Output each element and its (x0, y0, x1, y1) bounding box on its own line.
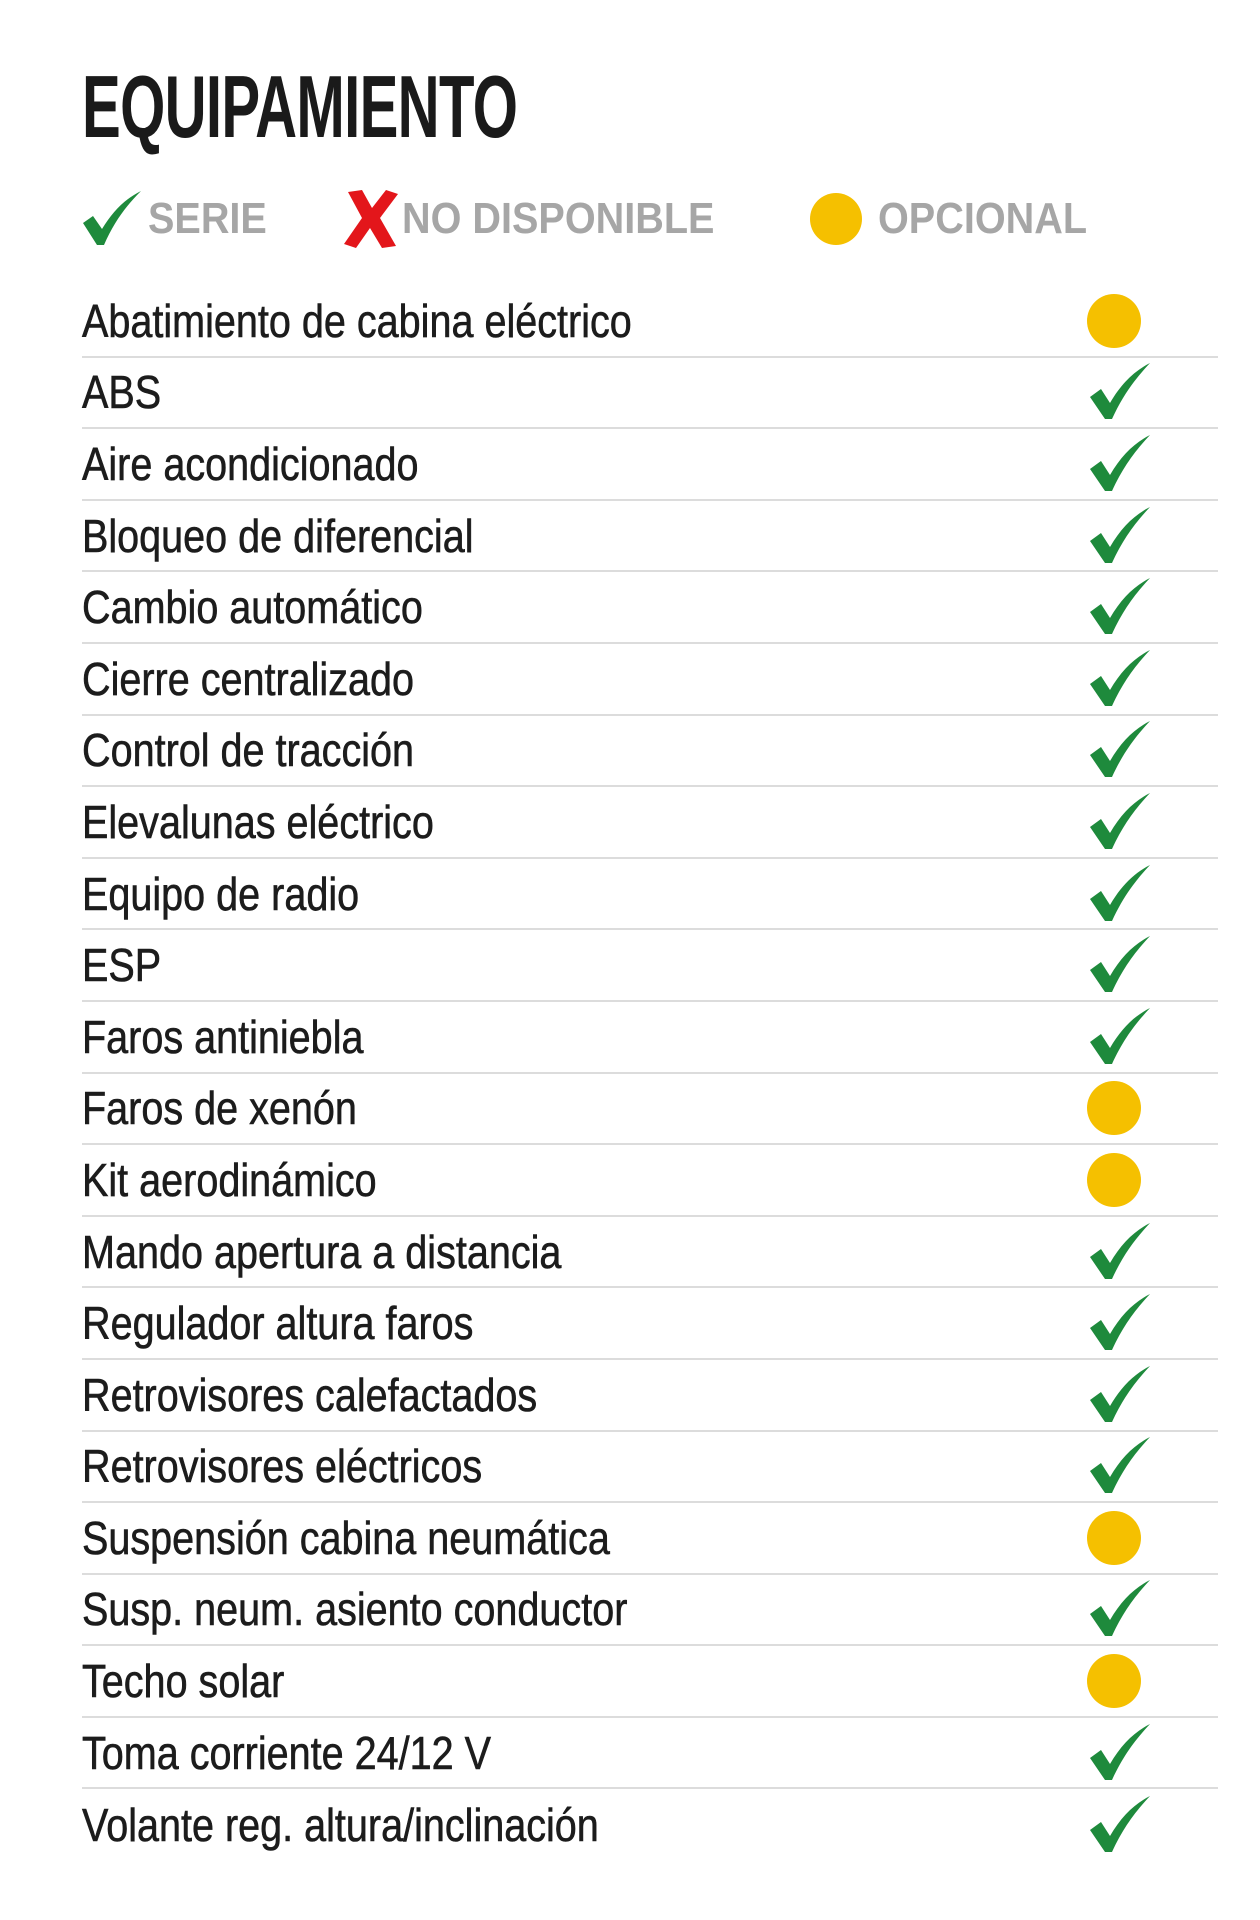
equipment-row (82, 1288, 1218, 1360)
check-icon (1082, 1362, 1158, 1428)
legend-opcional (810, 186, 1110, 252)
check-icon (1082, 1004, 1158, 1070)
equipment-label: Cambio automático (82, 581, 423, 634)
equipment-label: Retrovisores eléctricos (82, 1440, 483, 1493)
equipment-label: Suspensión cabina neumática (82, 1511, 610, 1564)
dot-icon (810, 193, 862, 245)
check-icon (1082, 1720, 1158, 1786)
check-icon (1082, 1576, 1158, 1642)
equipment-label: Susp. neum. asiento conductor (82, 1583, 628, 1636)
equipment-row (82, 501, 1218, 573)
check-icon (1082, 359, 1158, 425)
check-icon (1082, 1433, 1158, 1499)
legend-no-disponible (342, 186, 749, 252)
equipment-label: Techo solar (82, 1655, 285, 1708)
equipment-label: Regulador altura faros (82, 1297, 474, 1350)
equipment-label: Aire acondicionado (82, 437, 419, 490)
equipment-row (82, 787, 1218, 859)
dot-icon (1082, 1648, 1158, 1714)
equipment-label: Mando apertura a distancia (82, 1225, 562, 1278)
check-icon (1082, 1792, 1158, 1858)
check-icon (1082, 431, 1158, 497)
page-title: EQUIPAMIENTO (82, 57, 518, 156)
equipment-label: Toma corriente 24/12 V (82, 1726, 492, 1779)
equipment-label: Bloqueo de diferencial (82, 509, 474, 562)
check-icon (1082, 503, 1158, 569)
equipment-label: Abatimiento de cabina eléctrico (82, 294, 632, 347)
equipment-row (82, 572, 1218, 644)
cross-icon (342, 188, 400, 250)
equipment-row (82, 1360, 1218, 1432)
equipment-label: Equipo de radio (82, 867, 360, 920)
equipment-label: ABS (82, 366, 162, 419)
legend-serie-label: SERIE (148, 194, 267, 243)
equipment-label: ESP (82, 939, 162, 992)
equipment-row (82, 930, 1218, 1002)
check-icon (1082, 1219, 1158, 1285)
equipment-label: Faros de xenón (82, 1082, 357, 1135)
check-icon (1082, 861, 1158, 927)
equipment-label: Kit aerodinámico (82, 1153, 377, 1206)
dot-icon (1082, 288, 1158, 354)
check-icon (1082, 717, 1158, 783)
legend-no-disponible-label: NO DISPONIBLE (402, 194, 715, 243)
equipment-row (82, 358, 1218, 430)
equipment-row (82, 1145, 1218, 1217)
dot-icon (1082, 1075, 1158, 1141)
equipment-row (82, 1074, 1218, 1146)
check-icon (1082, 1290, 1158, 1356)
equipment-row (82, 429, 1218, 501)
equipment-list (82, 286, 1218, 1861)
equipment-row (82, 1432, 1218, 1504)
equipment-label: Volante reg. altura/inclinación (82, 1799, 599, 1852)
check-icon (1082, 932, 1158, 998)
check-icon (1082, 574, 1158, 640)
equipment-row (82, 716, 1218, 788)
equipment-row (82, 1217, 1218, 1289)
equipment-row (82, 1575, 1218, 1647)
dot-icon (1082, 1505, 1158, 1571)
equipment-row (82, 1718, 1218, 1790)
check-icon (80, 189, 144, 249)
equipment-row (82, 286, 1218, 358)
equipment-row (82, 644, 1218, 716)
dot-icon (1082, 1147, 1158, 1213)
equipment-label: Cierre centralizado (82, 652, 415, 705)
check-icon (1082, 789, 1158, 855)
equipment-label: Retrovisores calefactados (82, 1368, 538, 1421)
legend-opcional-label: OPCIONAL (878, 194, 1088, 243)
legend-serie (80, 186, 280, 252)
check-icon (1082, 646, 1158, 712)
equipment-row (82, 1503, 1218, 1575)
equipment-label: Control de tracción (82, 724, 415, 777)
legend (80, 186, 1180, 252)
equipment-row (82, 1789, 1218, 1861)
equipment-label: Elevalunas eléctrico (82, 795, 434, 848)
equipment-row (82, 1646, 1218, 1718)
equipment-row (82, 1002, 1218, 1074)
equipment-label: Faros antiniebla (82, 1010, 364, 1063)
equipment-row (82, 859, 1218, 931)
